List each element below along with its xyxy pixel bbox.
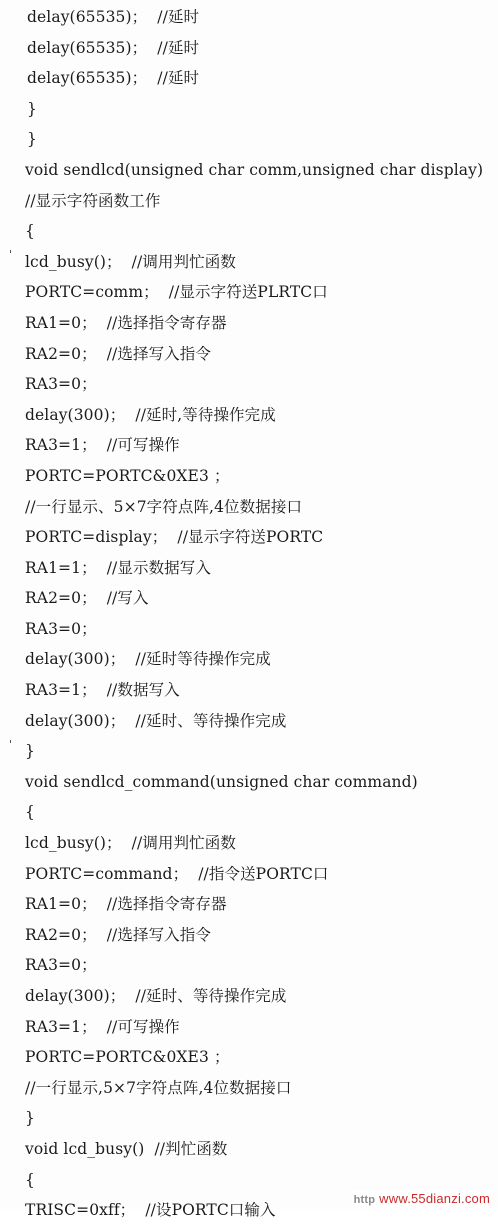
code-line: PORTC=PORTC&0XE3 ；	[25, 466, 230, 485]
code-line: }	[27, 99, 37, 118]
code-line: delay(65535)； //延时	[27, 8, 200, 26]
code-line: RA3=0；	[25, 375, 97, 394]
code-line: {	[25, 222, 35, 241]
code-line: RA3=1； //可写操作	[25, 1017, 180, 1036]
code-line: TRISC=0xff； //设PORTC口输入	[25, 1201, 276, 1220]
code-line: RA3=1； //数据写入	[25, 681, 180, 700]
code-line: //一行显示,5×7字符点阵,4位数据接口	[25, 1078, 292, 1097]
margin-mark	[10, 740, 11, 743]
margin-mark	[10, 250, 11, 253]
code-line: RA3=1； //可写操作	[25, 436, 180, 455]
code-line: delay(65535)； //延时	[27, 69, 200, 88]
code-line: RA2=0； //写入	[25, 589, 149, 608]
watermark-site: www.55dianzi.com	[379, 1191, 490, 1206]
code-line: RA2=0； //选择写入指令	[25, 925, 211, 944]
code-line: PORTC=display； //显示字符送PORTC	[25, 528, 324, 547]
code-line: PORTC=comm； //显示字符送PLRTC口	[25, 283, 328, 302]
code-line: delay(300)； //延时,等待操作完成	[25, 405, 276, 424]
code-line: delay(65535)； //延时	[27, 38, 200, 57]
code-line: //一行显示、5×7字符点阵,4位数据接口	[25, 497, 303, 516]
code-line: RA1=0； //选择指令寄存器	[25, 313, 227, 332]
code-line: RA1=1； //显示数据写入	[25, 558, 211, 577]
code-line: PORTC=PORTC&0XE3 ；	[25, 1048, 230, 1067]
code-line: PORTC=command； //指令送PORTC口	[25, 864, 329, 883]
code-line: lcd_busy()； //调用判忙函数	[25, 834, 236, 853]
code-line: RA2=0； //选择写入指令	[25, 344, 211, 363]
code-line: RA3=0；	[25, 619, 97, 638]
code-line: {	[25, 1170, 35, 1189]
watermark-prefix: http	[353, 1194, 376, 1206]
code-line: //显示字符函数工作	[25, 191, 161, 210]
code-line: void sendlcd_command(unsigned char command)	[25, 772, 418, 791]
code-line: }	[27, 130, 37, 149]
code-line: delay(300)； //延时、等待操作完成	[25, 711, 287, 730]
code-line: delay(300)； //延时等待操作完成	[25, 650, 271, 669]
code-listing	[0, 2, 498, 1226]
code-line: void lcd_busy() //判忙函数	[25, 1139, 228, 1158]
code-line: {	[25, 803, 35, 822]
code-line: RA3=0；	[25, 956, 97, 975]
code-line: }	[25, 742, 35, 761]
code-line: lcd_busy()； //调用判忙函数	[25, 252, 236, 271]
code-line: void sendlcd(unsigned char comm,unsigned char display)	[25, 160, 484, 179]
code-line: RA1=0； //选择指令寄存器	[25, 895, 227, 914]
code-line: delay(300)； //延时、等待操作完成	[25, 987, 287, 1005]
code-line: }	[25, 1109, 35, 1128]
watermark	[352, 1190, 492, 1207]
